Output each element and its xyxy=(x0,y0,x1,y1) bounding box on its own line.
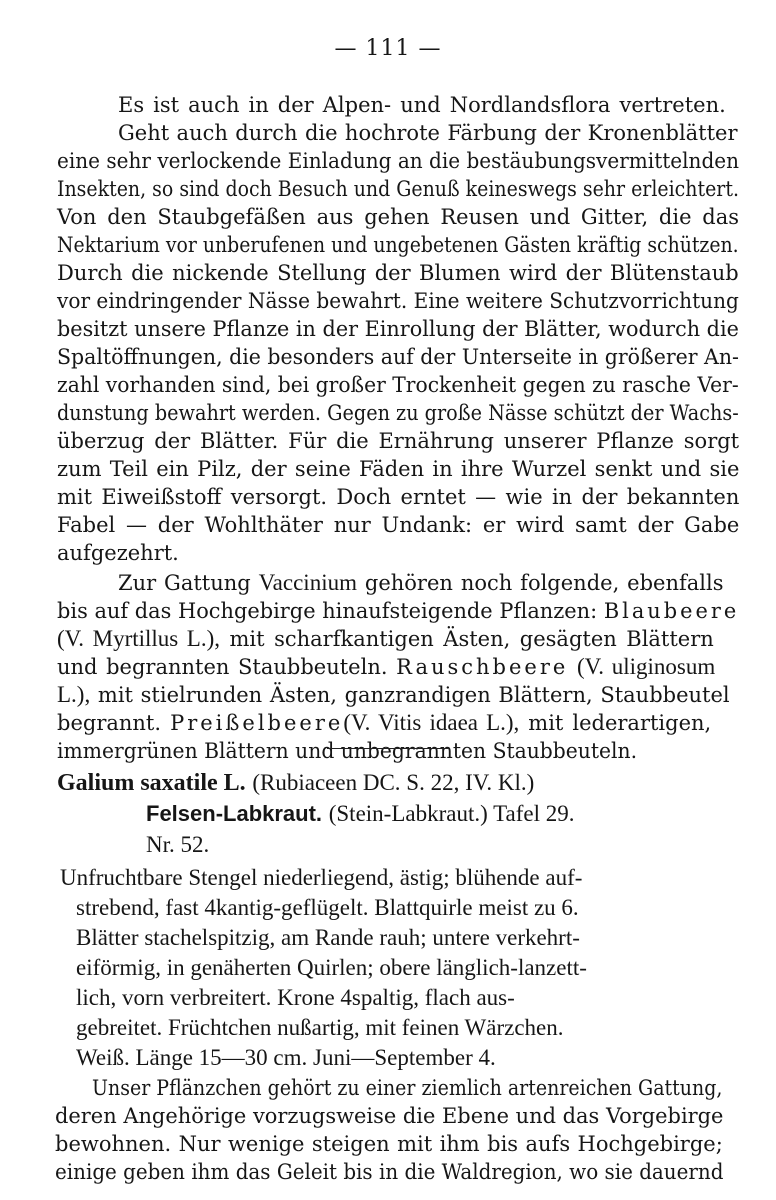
family-reference: (Rubiaceen DC. S. 22, IV. Kl.) xyxy=(252,770,535,795)
description-line: eiförmig, in genäherten Quirlen; obere länglich-lanzett- xyxy=(76,955,587,980)
section-divider xyxy=(327,748,449,749)
text-line: eine sehr verlockende Einladung an die bestäubungsvermittelnden xyxy=(57,149,740,173)
species-common-name: Rauschbeere xyxy=(396,655,569,679)
text-line: überzug der Blätter. Für die Ernährung unserer Pflanze sorgt xyxy=(57,429,740,453)
text-line: L.), mit stielrunden Ästen, ganzrandigen Blättern, Staubbeutel xyxy=(57,682,730,707)
text-line: Es ist auch in der Alpen- und Nordlandsflora vertreten. xyxy=(118,93,726,117)
common-name: Felsen-Labkraut. xyxy=(146,801,323,826)
text-line: aufgezehrt. xyxy=(57,541,179,565)
text-line: bis auf das Hochgebirge hinaufsteigende Pflanzen: Blaubeere xyxy=(57,599,740,623)
text-line: besitzt unsere Pflanze in der Einrollung der Blätter, wodurch die xyxy=(57,317,739,341)
text-line: zahl vorhanden sind, bei großer Trockenheit gegen zu rasche Ver- xyxy=(57,373,739,397)
text-line: Geht auch durch die hochrote Färbung der Kronenblätter xyxy=(118,121,738,145)
description-line: strebend, fast 4kantig-geflügelt. Blattquirle meist zu 6. xyxy=(76,895,579,920)
text-line: Fabel — der Wohlthäter nur Undank: er wird samt der Gabe xyxy=(57,513,740,537)
description-line: Unfruchtbare Stengel niederliegend, ästig; blühende auf- xyxy=(60,865,583,890)
species-common-name: Preißelbeere xyxy=(170,711,344,735)
text-line: mit Eiweißstoff versorgt. Doch erntet — wie in der bekannten xyxy=(57,485,740,509)
text-line: Unser Pflänzchen gehört zu einer ziemlich artenreichen Gattung, xyxy=(92,1076,723,1100)
text-line: bewohnen. Nur wenige steigen mit ihm bis aufs Hochgebirge; xyxy=(55,1132,723,1156)
plate-number: Nr. 52. xyxy=(146,832,210,857)
text-line: deren Angehörige vorzugsweise die Ebene und das Vorgebirge xyxy=(55,1104,724,1128)
text-line: (V. Myrtillus L.), mit scharfkantigen Ästen, gesägten Blättern xyxy=(57,626,714,651)
description-line: lich, vorn verbreitert. Krone 4spaltig, flach aus- xyxy=(76,985,515,1010)
description-line: Blätter stachelspitzig, am Rande rauh; untere verkehrt- xyxy=(76,925,580,950)
text-line: Spaltöffnungen, die besonders auf der Unterseite in größerer An- xyxy=(57,345,739,369)
description-line: Weiß. Länge 15—30 cm. Juni—September 4. xyxy=(76,1045,496,1070)
text-line: Nektarium vor unberufenen und ungebetenen Gästen kräftig schützen. xyxy=(57,233,739,257)
text-line: einige geben ihm das Geleit bis in die Waldregion, wo sie dauernd xyxy=(55,1160,724,1184)
text-line: dunstung bewahrt werden. Gegen zu große Nässe schützt der Wachs- xyxy=(57,401,739,425)
description-line: gebreitet. Früchtchen nußartig, mit feinen Wärzchen. xyxy=(76,1015,564,1040)
genus-name: Vaccinium xyxy=(258,570,357,595)
species-common-name: Blaubeere xyxy=(603,599,740,623)
species-name: Galium saxatile L. xyxy=(57,770,246,796)
alternate-name: (Stein-Labkraut.) Tafel 29. xyxy=(328,801,575,826)
text-line: Zur Gattung Vaccinium gehören noch folgende, ebenfalls xyxy=(118,570,724,595)
entry-subheading xyxy=(146,801,575,827)
text-line: begrannt. Preißelbeere(V. Vitis idaea L.), mit lederartigen, xyxy=(57,710,712,735)
entry-heading xyxy=(57,770,534,796)
text-line: und begrannten Staubbeuteln. Rauschbeere (V. uliginosum xyxy=(57,654,716,679)
text-line: Durch die nickende Stellung der Blumen wird der Blütenstaub xyxy=(57,261,739,285)
page-number: — 111 — xyxy=(334,36,442,61)
text-line: vor eindringender Nässe bewahrt. Eine weitere Schutzvorrichtung xyxy=(57,289,739,313)
text-line: immergrünen Blättern und unbegrannten Staubbeuteln. xyxy=(57,739,638,763)
text-line: Insekten, so sind doch Besuch und Genuß keineswegs sehr erleichtert. xyxy=(57,177,739,201)
text-line: zum Teil ein Pilz, der seine Fäden in ihre Wurzel senkt und sie xyxy=(57,457,740,481)
text-line: Von den Staubgefäßen aus gehen Reusen und Gitter, die das xyxy=(57,205,740,229)
